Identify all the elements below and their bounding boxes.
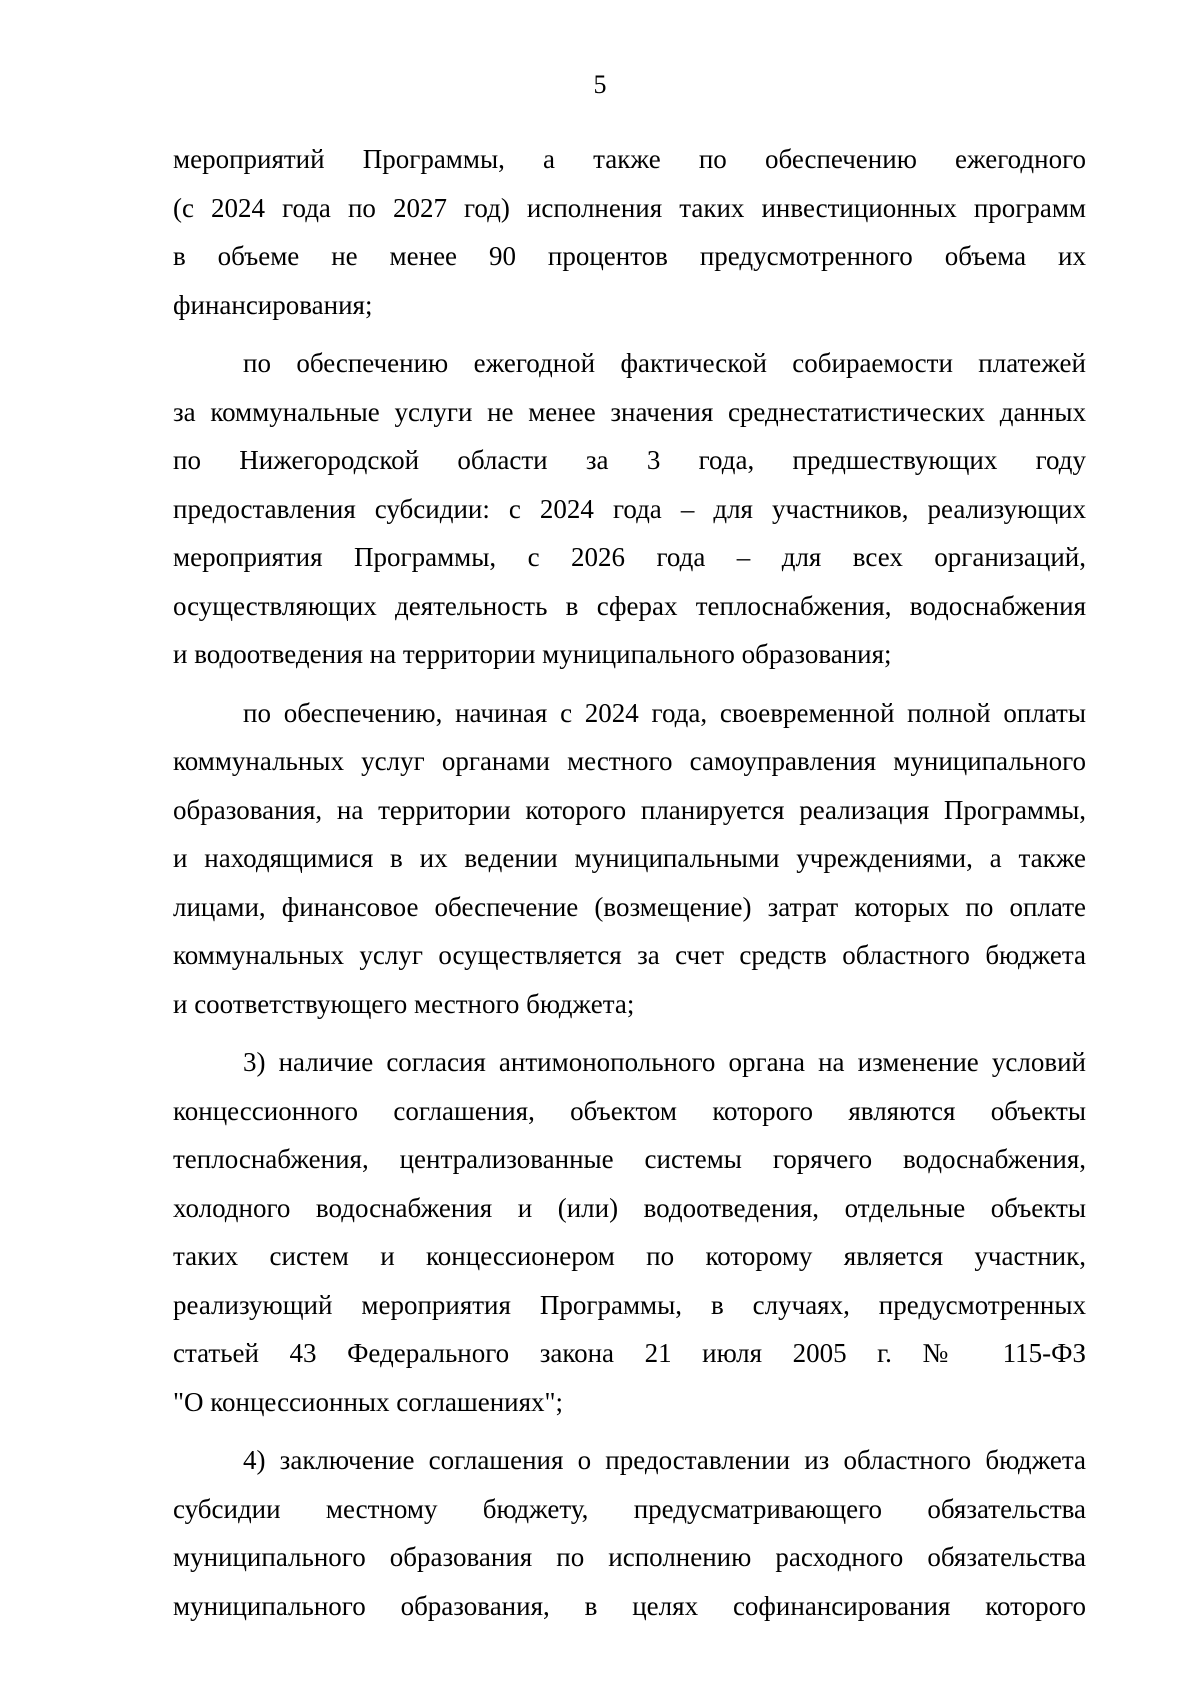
text-line: и водоотведения на территории муниципального образования; — [173, 639, 892, 669]
text-line: коммунальных услуг органами местного самоуправления муниципального — [173, 746, 1086, 776]
text-line: (с 2024 года по 2027 год) исполнения таких инвестиционных программ — [173, 192, 1086, 223]
text-line: таких систем и концессионером по которому является участник, — [173, 1241, 1086, 1271]
document-body — [173, 135, 1086, 1640]
text-line: статьей 43 Федерального закона 21 июля 2005 г. № 115-ФЗ — [173, 1338, 1086, 1368]
text-line: концессионного соглашения, объектом которого являются объекты — [173, 1095, 1086, 1126]
text-line: финансирования; — [173, 289, 373, 320]
paragraph — [173, 1038, 1086, 1426]
paragraph — [173, 1436, 1086, 1630]
text-line: реализующий мероприятия Программы, в случаях, предусмотренных — [173, 1289, 1086, 1320]
paragraph — [173, 135, 1086, 329]
paragraph — [173, 339, 1086, 679]
text-line: муниципального образования, в целях софинансирования которого — [173, 1590, 1086, 1621]
text-line: лицами, финансовое обеспечение (возмещение) затрат которых по оплате — [173, 891, 1086, 922]
text-line: образования, на территории которого планируется реализация Программы, — [173, 794, 1086, 825]
text-line: предоставления субсидии: с 2024 года – для участников, реализующих — [173, 493, 1086, 524]
text-line: по обеспечению, начиная с 2024 года, своевременной полной оплаты — [243, 697, 1086, 728]
text-line: теплоснабжения, централизованные системы горячего водоснабжения, — [173, 1144, 1086, 1174]
text-line: холодного водоснабжения и (или) водоотведения, отдельные объекты — [173, 1192, 1086, 1223]
text-line: коммунальных услуг осуществляется за счет средств областного бюджета — [173, 940, 1086, 970]
text-line: и соответствующего местного бюджета; — [173, 988, 635, 1019]
text-line: по Нижегородской области за 3 года, предшествующих году — [173, 445, 1086, 475]
text-line: осуществляющих деятельность в сферах теплоснабжения, водоснабжения — [173, 590, 1086, 621]
text-line: за коммунальные услуги не менее значения среднестатистических данных — [173, 396, 1086, 427]
text-line: по обеспечению ежегодной фактической собираемости платежей — [243, 348, 1086, 378]
text-line: мероприятия Программы, с 2026 года – для всех организаций, — [173, 542, 1086, 572]
text-line: субсидии местному бюджету, предусматривающего обязательства — [173, 1493, 1086, 1524]
text-line: муниципального образования по исполнению расходного обязательства — [173, 1542, 1086, 1572]
text-line: мероприятий Программы, а также по обеспечению ежегодного — [173, 144, 1086, 174]
text-line: и находящимися в их ведении муниципальными учреждениями, а также — [173, 843, 1086, 873]
text-line: 4) заключение соглашения о предоставлении из областного бюджета — [243, 1445, 1086, 1475]
page-number: 5 — [593, 70, 607, 99]
paragraph — [173, 689, 1086, 1029]
text-line: "О концессионных соглашениях"; — [173, 1386, 564, 1417]
text-line: в объеме не менее 90 процентов предусмотренного объема их — [173, 241, 1086, 271]
text-line: 3) наличие согласия антимонопольного органа на изменение условий — [243, 1047, 1086, 1077]
